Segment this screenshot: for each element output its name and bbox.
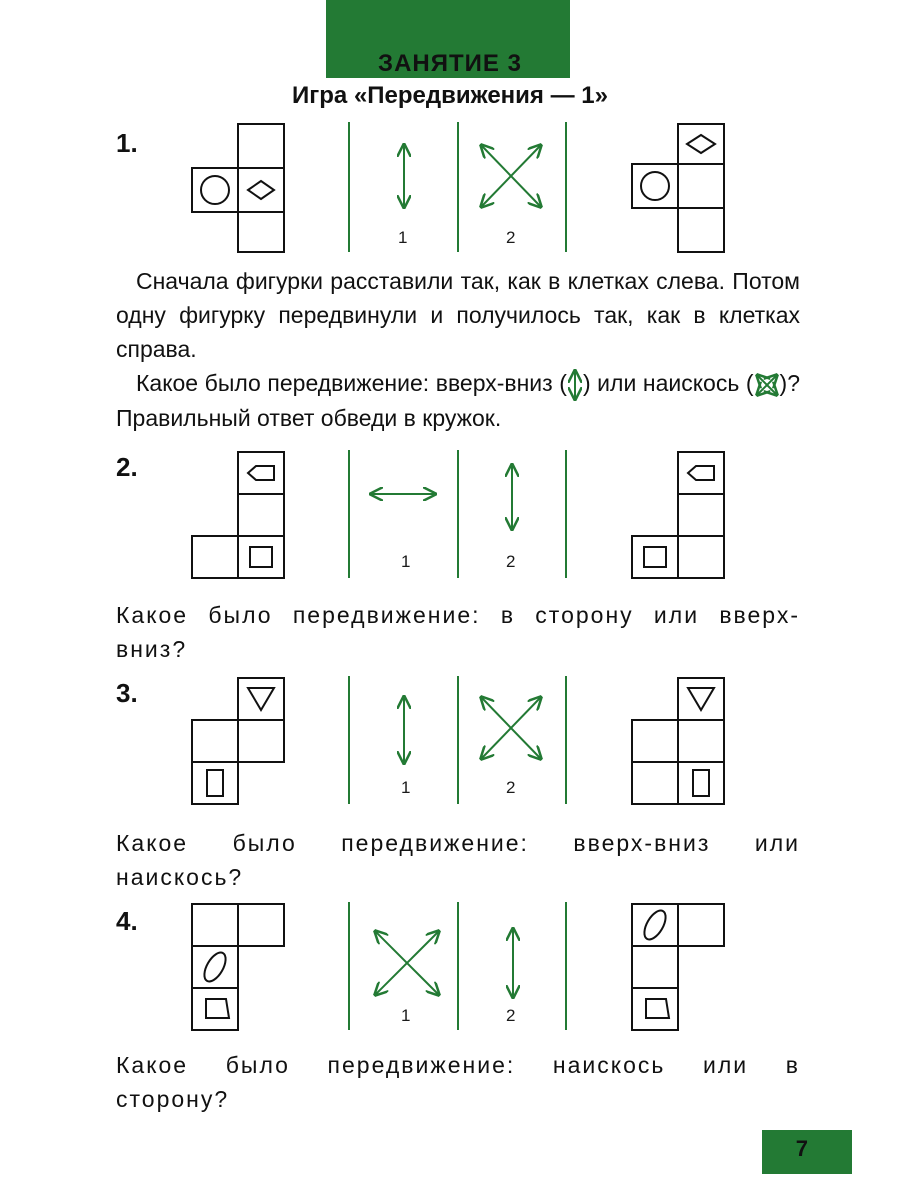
task-1-q-part3: )? Правильный ответ обведи в кружок. xyxy=(116,370,800,431)
task-4-start-grid xyxy=(192,904,284,1030)
vertical-arrow-icon xyxy=(567,369,583,401)
task-2-end-grid xyxy=(632,452,724,578)
task-2-start-grid xyxy=(192,452,284,578)
task-1-figure-svg xyxy=(0,120,900,280)
task-4-figure xyxy=(0,900,900,1060)
task-3-figure-svg xyxy=(0,674,900,834)
square-shape xyxy=(644,547,666,567)
diagonal-cross-arrows-icon xyxy=(754,372,780,398)
circle-shape xyxy=(641,172,669,200)
diagonal-cross-arrows-icon xyxy=(482,698,540,758)
rectangle-shape xyxy=(693,770,709,796)
task-3-start-grid xyxy=(192,678,284,804)
task-3-text xyxy=(116,826,800,894)
task-1-intro: Сначала фигурки расставили так, как в клетках слева. Потом одну фигурку передвинули и получилось так, как в клетках справа. xyxy=(116,268,800,362)
task-4-figure-svg xyxy=(0,900,900,1060)
pentagon-shape xyxy=(248,466,274,480)
option-2-label: 2 xyxy=(506,1006,516,1025)
task-1-q-part1: Какое было передвижение: вверх-вниз ( xyxy=(136,370,567,396)
task-4-text xyxy=(116,1048,800,1116)
task-4-question: Какое было передвижение: наискось или в сторону? xyxy=(116,1052,800,1112)
ellipse-shape xyxy=(640,907,670,943)
lesson-title: ЗАНЯТИЕ 3 xyxy=(378,50,522,77)
option-2-label: 2 xyxy=(506,228,516,247)
task-3-end-grid xyxy=(632,678,724,804)
diagonal-cross-arrows-icon xyxy=(376,932,438,994)
page-number-box xyxy=(762,1130,852,1174)
page-number: 7 xyxy=(795,1136,808,1161)
option-1-label: 1 xyxy=(401,778,411,797)
task-3-figure xyxy=(0,674,900,834)
diagonal-cross-arrows-icon xyxy=(482,146,540,206)
task-1-end-grid xyxy=(632,124,724,252)
task-1-question xyxy=(116,366,800,435)
task-1-number: 1. xyxy=(116,128,138,158)
circle-shape xyxy=(201,176,229,204)
task-1-text xyxy=(116,264,800,435)
task-1-q-part2: ) или наискось ( xyxy=(582,370,754,396)
square-shape xyxy=(250,547,272,567)
triangle-shape xyxy=(248,688,274,710)
task-4-end-grid xyxy=(632,904,724,1030)
option-2-label: 2 xyxy=(506,778,516,797)
option-1-label: 1 xyxy=(401,1006,411,1025)
task-2-figure-svg xyxy=(0,448,900,608)
task-2-question: Какое было передвижение: в сторону или вверх-вниз? xyxy=(116,602,800,662)
task-3-number: 3. xyxy=(116,678,138,708)
rhombus-shape xyxy=(687,135,715,153)
trapezoid-shape xyxy=(646,999,669,1018)
task-2-text xyxy=(116,598,800,666)
task-2-figure xyxy=(0,448,900,608)
game-title: Игра «Передвижения — 1» xyxy=(292,82,608,109)
option-1-label: 1 xyxy=(401,552,411,571)
ellipse-shape xyxy=(200,949,230,985)
task-4-number: 4. xyxy=(116,906,138,936)
option-2-label: 2 xyxy=(506,552,516,571)
pentagon-shape xyxy=(688,466,714,480)
task-3-question: Какое было передвижение: вверх-вниз или наискось? xyxy=(116,830,800,890)
option-1-label: 1 xyxy=(398,228,408,247)
triangle-shape xyxy=(688,688,714,710)
rhombus-shape xyxy=(248,181,274,199)
task-1-figure xyxy=(0,120,900,280)
task-2-number: 2. xyxy=(116,452,138,482)
task-1-start-grid xyxy=(192,124,284,252)
trapezoid-shape xyxy=(206,999,229,1018)
rectangle-shape xyxy=(207,770,223,796)
